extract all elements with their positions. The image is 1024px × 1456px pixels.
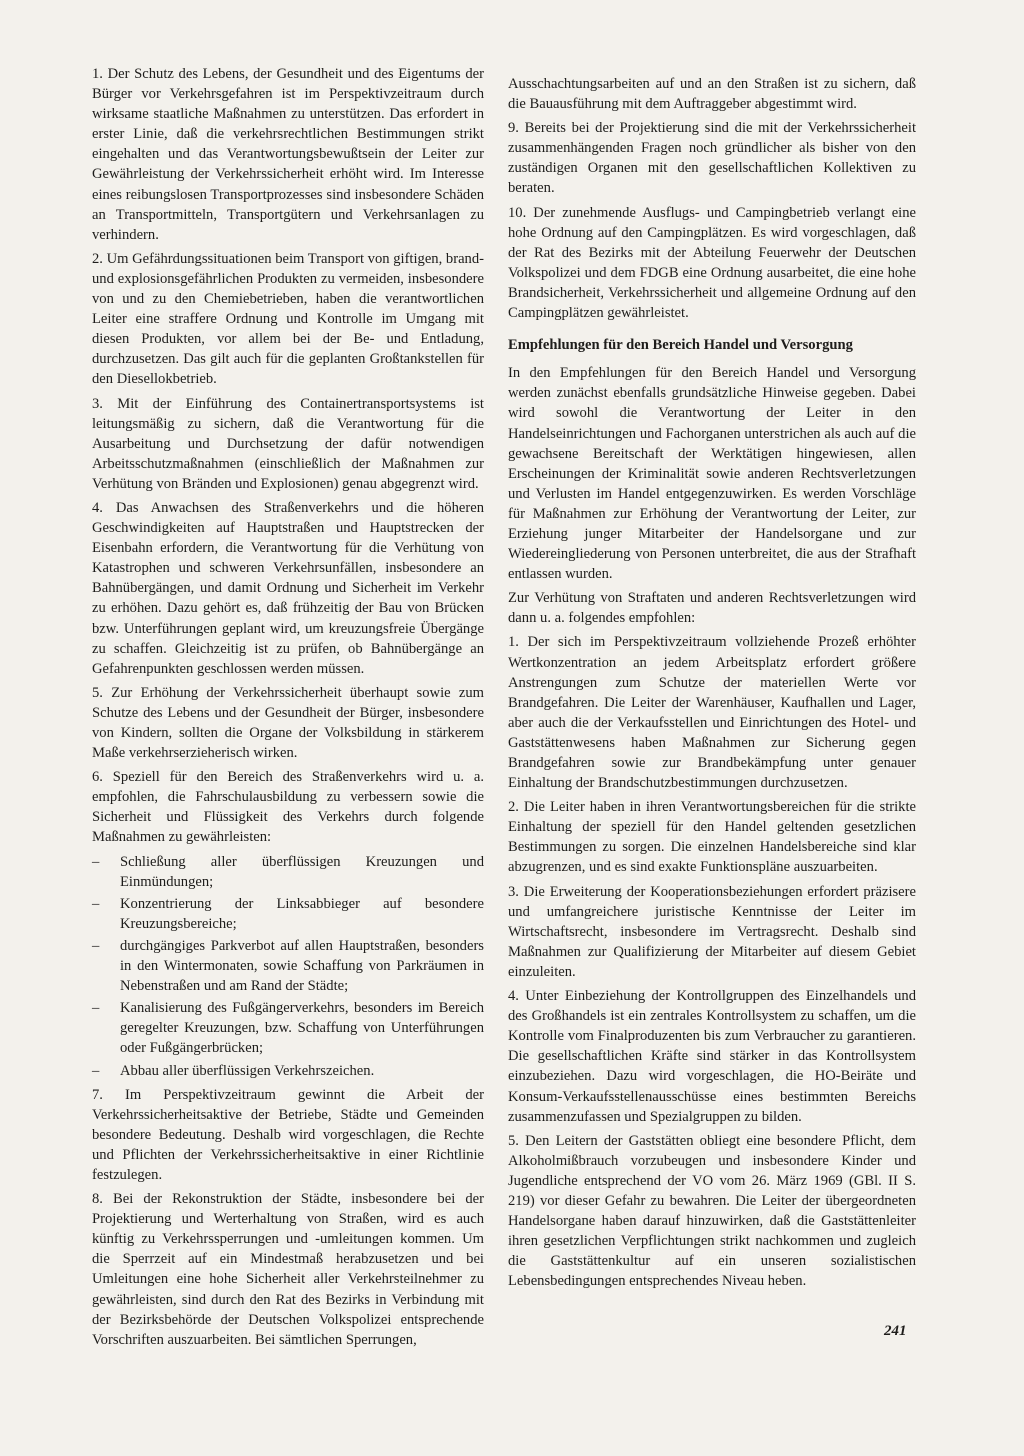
paragraph-9: 9. Bereits bei der Projektierung sind die mit der Verkehrssicherheit zusammenhängenden Fragen noch gründlicher als bisher von den zuständigen Organen mit den gesellschaftlichen Kollektiven zu beraten. <box>508 120 916 197</box>
left-column <box>92 64 484 1354</box>
recommendation-1: 1. Der sich im Perspektivzeitraum vollziehende Prozeß erhöhter Wertkonzentration an jedem Arbeitsplatz erfordert größere Anstrengungen zum Schutze der materiellen Werte vor Brandgefahren. Die Leiter der Warenhäuser, Kaufhallen und Lager, aber auch die der Verkaufsstellen und Einrichtungen des Hotel- und Gaststättenwesens haben Maßnahmen zur Sicherung gegen Brandgefahren sowie zur Brandbekämpfung unter genauer Einhaltung der Brandschutzbestimmungen durchzusetzen. <box>508 634 916 792</box>
section-intro-2: Zur Verhütung von Straftaten und anderen Rechtsverletzungen wird dann u. a. folgendes empfohlen: <box>508 590 916 627</box>
paragraph-7: 7. Im Perspektivzeitraum gewinnt die Arbeit der Verkehrssicherheitsaktive der Betriebe, Städte und Gemeinden besondere Bedeutung. Deshalb wird vorgeschlagen, die Rechte und Pflichten der Verkehrssicherheitsaktive in einer Richtlinie festzulegen. <box>92 1086 484 1183</box>
paragraph-8: 8. Bei der Rekonstruktion der Städte, insbesondere bei der Projektierung und Werterhaltung von Straßen, wird es auch künftig zu Verkehrssperrungen und -umleitungen kommen. Um die Sperrzeit auf ein Mindestmaß herabzusetzen und bei Umleitungen eine hohe Sicherheit aller Verkehrsteilnehmer zu gewährleisten, sind durch den Rat des Bezirks in Verbindung mit der Bezirksbehörde der Deutschen Volkspolizei entsprechende Vorschriften auszuarbeiten. Bei sämtlichen Sperrungen, <box>92 1191 484 1348</box>
paragraph-8-continued: Ausschachtungsarbeiten auf und an den Straßen ist zu sichern, daß die Bauausführung mit dem Auftraggeber abgestimmt wird. <box>508 76 916 113</box>
right-column <box>508 74 916 1295</box>
recommendation-4: 4. Unter Einbeziehung der Kontrollgruppen des Einzelhandels und des Großhandels ist ein zentrales Kontrollsystem zu schaffen, um die Kontrolle vom Finalproduzenten bis zum Verbraucher zu garantieren. Die gesellschaftlichen Kräfte sind stärker in das Kontrollsystem einzubeziehen. Dazu wird vorgeschlagen, die HO-Beiräte und Konsum-Verkaufsstellenausschüsse eines bestimmten Bereichs zusammenzufassen und Spezialgruppen zu bilden. <box>508 988 916 1125</box>
list-item: – Konzentrierung der Linksabbieger auf besondere Kreuzungsbereiche; <box>92 894 484 934</box>
measures-list <box>92 852 484 1081</box>
page-number: 241 <box>884 1323 907 1339</box>
recommendation-5: 5. Den Leitern der Gaststätten obliegt eine besondere Pflicht, dem Alkoholmißbrauch vorzubeugen und insbesondere Kinder und Jugendliche entsprechend der VO vom 26. März 1969 (GBl. II S. 219) vor dieser Gefahr zu bewahren. Die Leiter der übergeordneten Handelsorgane haben darauf hinzuwirken, daß die Gaststättenleiter ihren gesetzlichen Verpflichtungen strikt nachkommen und zugleich die Gaststättenkultur auf ein unseren sozialistischen Lebensbedingungen entsprechendes Niveau heben. <box>508 1132 916 1290</box>
recommendation-3: 3. Die Erweiterung der Kooperationsbeziehungen erfordert präzisere und umfangreichere juristische Kenntnisse der Leiter im Wirtschaftsrecht, insbesondere im Vertragsrecht. Deshalb sind Maßnahmen zur Qualifizierung der Mitarbeiter auf diesem Gebiet einzuleiten. <box>508 883 916 980</box>
paragraph-3: 3. Mit der Einführung des Containertransportsystems ist leitungsmäßig zu sichern, daß die Verantwortung für die Ausarbeitung und Durchsetzung der dafür notwendigen Arbeitsschutzmaßnahmen (einschließlich der Maßnahmen zur Verhütung von Bränden und Explosionen) genau abgegrenzt wird. <box>92 395 484 492</box>
paragraph-6: 6. Speziell für den Bereich des Straßenverkehrs wird u. a. empfohlen, die Fahrschulausbildung zu verbessern sowie die Sicherheit und Flüssigkeit des Verkehrs durch folgende Maßnahmen zu gewährleisten: <box>92 769 484 846</box>
paragraph-10: 10. Der zunehmende Ausflugs- und Campingbetrieb verlangt eine hohe Ordnung auf den Campingplätzen. Es wird vorgeschlagen, daß der Rat des Bezirks mit der Abteilung Feuerwehr der Deutschen Volkspolizei und dem FDGB eine Ordnung ausarbeitet, die eine hohe Brandsicherheit, Verkehrssicherheit und allgemeine Ordnung auf den Campingplätzen gewährleistet. <box>508 204 916 322</box>
list-item: – Schließung aller überflüssigen Kreuzungen und Einmündungen; <box>92 852 484 892</box>
paragraph-5: 5. Zur Erhöhung der Verkehrssicherheit überhaupt sowie zum Schutze des Lebens und der Gesundheit der Bürger, insbesondere von Kindern, sollten die Organe der Volksbildung in stärkerem Maße verkehrserzieherisch wirken. <box>92 684 484 762</box>
paragraph-1: 1. Der Schutz des Lebens, der Gesundheit und des Eigentums der Bürger vor Verkehrsgefahren ist im Perspektivzeitraum durch wirksame staatliche Maßnahmen zu unterstützen. Das erfordert in erster Linie, daß die verkehrsrechtlichen Bestimmungen strikt eingehalten und das Verantwortungsbewußtsein der Leiter zur Gewährleistung der Verkehrssicherheit erhöht wird. Im Interesse eines reibungslosen Transportprozesses sind insbesondere Schäden an Transportmitteln, Transportgütern und Verkehrsanlagen zu verhindern. <box>92 66 484 243</box>
section-intro: In den Empfehlungen für den Bereich Handel und Versorgung werden zunächst ebenfalls grundsätzliche Hinweise gegeben. Dabei wird sowohl die Verantwortung der Leiter in den Handelseinrichtungen und Fachorganen unterstrichen als auch auf die gewachsene Bereitschaft der Werktätigen hingewiesen, allen Erscheinungen der Kriminalität sowie anderen Rechtsverletzungen und Verlusten im Handel entgegenzuwirken. Es werden Vorschläge für Maßnahmen zur Erhöhung der Verantwortung der Leiter, zur Erziehung junger Mitarbeiter der Handelsorgane und zur Wiedereingliederung von Personen unterbreitet, die aus der Strafhaft entlassen wurden. <box>508 365 916 583</box>
list-item: – durchgängiges Parkverbot auf allen Hauptstraßen, besonders in den Wintermonaten, sowie Schaffung von Parkräumen in Nebenstraßen und am Rand der Städte; <box>92 936 484 996</box>
list-item: – Abbau aller überflüssigen Verkehrszeichen. <box>92 1061 484 1081</box>
section-heading: Empfehlungen für den Bereich Handel und Versorgung <box>508 337 853 354</box>
recommendation-2: 2. Die Leiter haben in ihren Verantwortungsbereichen für die strikte Einhaltung der speziell für den Handel geltenden gesetzlichen Bestimmungen zu sorgen. Die einzelnen Handelsbereiche sind klar abzugrenzen, und es sind exakte Funktionspläne auszuarbeiten. <box>508 799 916 876</box>
paragraph-4: 4. Das Anwachsen des Straßenverkehrs und die höheren Geschwindigkeiten auf Hauptstraßen und Hauptstrecken der Eisenbahn erfordern, die Verantwortung für die Verhütung von Katastrophen und schweren Verkehrsunfällen, insbesondere an Bahnübergängen, und damit Ordnung und Sicherheit im Verkehr zu erhöhen. Dazu gehört es, daß frühzeitig der Bau von Brücken bzw. Unterführungen geplant wird, um kreuzungsfreie Übergänge zu schaffen. Gleichzeitig ist zu prüfen, ob Bahnübergänge an Gefahrenpunkten geschlossen werden müssen. <box>92 499 484 677</box>
paragraph-2: 2. Um Gefährdungssituationen beim Transport von giftigen, brand- und explosionsgefährlichen Produkten zu vermeiden, insbesondere von und zu den Chemiebetrieben, haben die verantwortlichen Leiter eine straffere Ordnung und Kontrolle im Umgang mit diesen Produkten, vor allem bei der Be- und Entladung, durchzusetzen. Das gilt auch für die geplanten Großtankstellen für den Diesellokbetrieb. <box>92 250 484 388</box>
list-item: – Kanalisierung des Fußgängerverkehrs, besonders im Bereich geregelter Kreuzungen, bzw. Schaffung von Unterführungen oder Fußgängerbrücken; <box>92 998 484 1058</box>
